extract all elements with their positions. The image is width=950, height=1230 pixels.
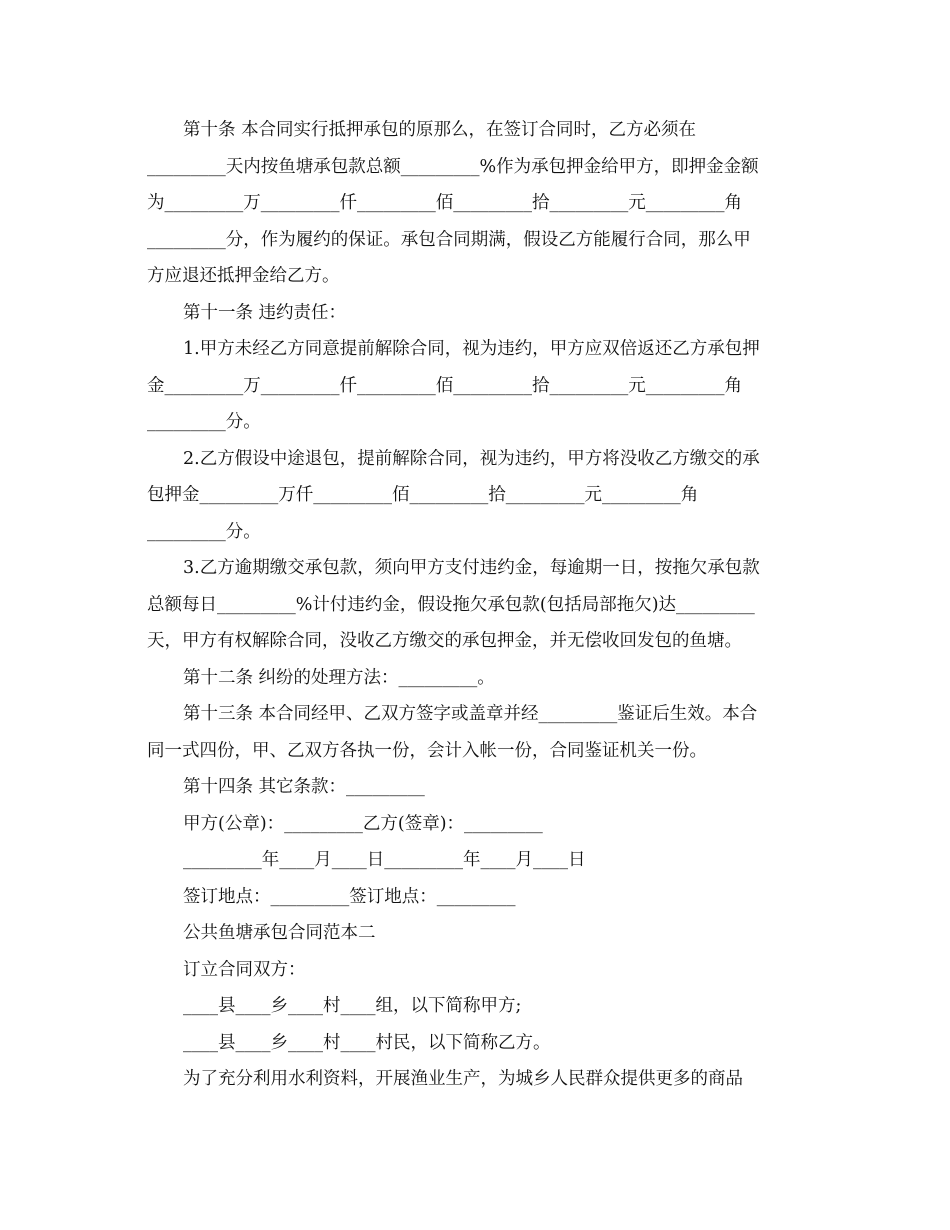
document-line: _________分。: [147, 412, 261, 432]
document-line: 总额每日_________%计付违约金，假设拖欠承包款(包括局部拖欠)达_________: [147, 594, 755, 615]
document-line: 签订地点：_________签订地点：_________: [183, 886, 516, 907]
document-line: _________年____月____日_________年____月____日: [183, 850, 586, 870]
document-line: 1.甲方未经乙方同意提前解除合同，视为违约，甲方应双倍返还乙方承包押: [183, 339, 760, 359]
document-line: 方应退还抵押金给乙方。: [147, 266, 340, 286]
document-line: 第十三条 本合同经甲、乙双方签字或盖章并经_________鉴证后生效。本合: [183, 704, 758, 724]
document-line: 第十二条 纠纷的处理方法：_________。: [183, 667, 495, 688]
document-line: 为了充分利用水利资料，开展渔业生产，为城乡人民群众提供更多的商品: [183, 1069, 743, 1089]
document-line: 甲方(公章)：_________乙方(签章)：_________: [183, 813, 543, 834]
document-line: 同一式四份，甲、乙双方各执一份，会计入帐一份，合同鉴证机关一份。: [147, 740, 707, 761]
document-line: 3.乙方逾期缴交承包款，须向甲方支付违约金，每逾期一日，按拖欠承包款: [183, 558, 760, 578]
document-line: _________分，作为履约的保证。承包合同期满，假设乙方能履行合同，那么甲: [147, 229, 751, 250]
document-line: 金_________万_________仟_________佰_________拾_________元_________角: [147, 375, 742, 396]
document-line: 第十条 本合同实行抵押承包的原那么，在签订合同时，乙方必须在: [183, 120, 697, 140]
document-line: _________天内按鱼塘承包款总额_________%作为承包押金给甲方，即押金金额: [147, 156, 759, 177]
document-line: 第十一条 违约责任：: [183, 302, 347, 323]
document-line: 订立合同双方：: [183, 959, 306, 980]
document-line: 包押金_________万仟_________佰_________拾_________元_________角: [147, 485, 699, 505]
document-line: 天，甲方有权解除合同，没收乙方缴交的承包押金，并无偿收回发包的鱼塘。: [147, 631, 742, 651]
document-line: ____县____乡____村____村民，以下简称乙方。: [183, 1032, 551, 1053]
document-line: ____县____乡____村____组，以下简称甲方;: [183, 996, 522, 1016]
document-line: _________分。: [147, 521, 261, 542]
document-line: 为_________万_________仟_________佰_________拾_________元_________角: [147, 193, 742, 213]
document-line: 2.乙方假设中途退包，提前解除合同，视为违约，甲方将没收乙方缴交的承: [183, 448, 760, 469]
document-line: 公共鱼塘承包合同范本二: [183, 923, 376, 943]
document-body: [147, 112, 807, 1098]
document-line: 第十四条 其它条款：_________: [183, 777, 425, 797]
